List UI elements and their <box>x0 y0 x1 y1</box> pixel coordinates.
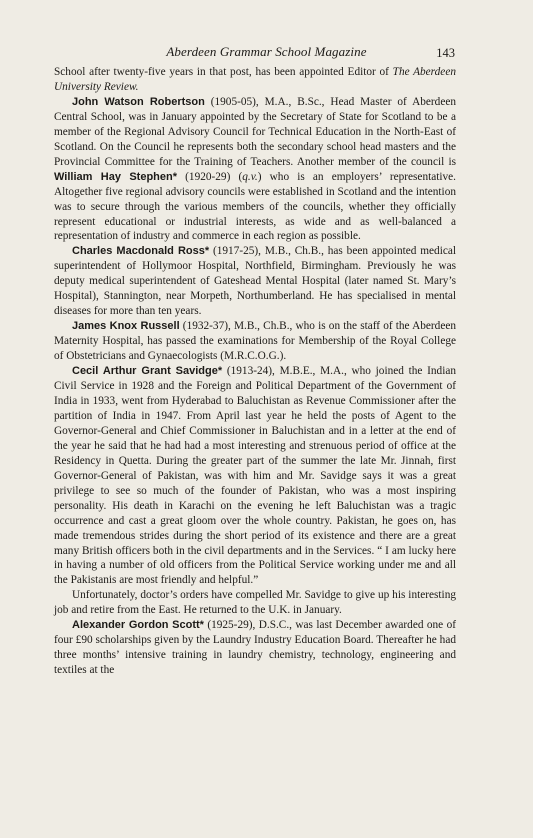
paragraph-continuation <box>54 65 456 95</box>
publication-title: The Aberdeen University Review. <box>54 66 456 93</box>
body-text <box>54 65 456 678</box>
person-name: Alexander Gordon Scott* <box>72 619 204 632</box>
paragraph-text: Unfortunately, doctor’s orders have compelled Mr. Savidge to give up his interesting job and retire from the East. He returned to the U.K. in January. <box>54 589 456 617</box>
paragraph-text: (1905-05), M.A., B.Sc., Head Master of Aberdeen Central School, was in January appointed by the Secretary of State for Scotland to be a member of the Regional Advisory Council for Technical Education in the North-East of Scotland. On the Council he represents both the secondary school head masters and the Provincial Committee for the Training of Teachers. Another member of the council is <box>54 95 456 168</box>
paragraph-text: (1913-24), M.B.E., M.A., who joined the Indian Civil Service in 1928 and the Foreign and Political Department of the Government of India in 1933, went from Hyderabad to Baluchistan as Revenue Commissioner after the partition of India in 1947. From April last year he held the posts of Agent to the Governor-General and Chief Commissioner in Baluchistan and in a letter at the end of the year he said that he had had a most interesting and strenuous period of office at the Residency in Quetta. During the greater part of the summer the late Mr. Jinnah, first Governor-General of Pakistan, was with him and Mr. Savidge says it was a great privilege to see so much of the founder of Pakistan, who was a most inspiring personality. His death in Karachi on the evening he left Baluchistan was a tragic occurrence and cast a great gloom over the whole country. Pakistan, he goes on, has made tremendous strides during the short period of its existence and there are a great many British officers both in the civil departments and in the Services. “ I am lucky here in having a number of old officers from the Political Service working under me and all the Pakistanis are most friendly and helpful.” <box>54 365 456 587</box>
paragraph-scott <box>54 618 456 678</box>
paragraph-text: (1932-37), M.B., Ch.B., who is on the staff of the Aberdeen Maternity Hospital, has passed the examinations for Membership of the Royal College of Obstetricians and Gynaecologists (M.R.C.O.G.). <box>54 320 457 363</box>
person-name: Cecil Arthur Grant Savidge* <box>72 365 223 378</box>
paragraph-savidge-retirement <box>54 588 456 618</box>
paragraph-text: ) who is an employers’ representative. Altogether five regional advisory councils were established in Scotland and the intention was to secure through the various members of the councils, whether they officially represent educational or industrial interests, as wide and as well-balanced a representation of industry and commerce in each region as possible. <box>54 170 457 243</box>
paragraph-robertson <box>54 95 456 245</box>
person-name: James Knox Russell <box>72 320 180 333</box>
paragraph-text: (1917-25), M.B., Ch.B., has been appointed medical superintendent of Hollymoor Hospital, Northfield, Birmingham. Previously he was deputy medical superintendent of Gateshead Mental Hospital (later named St. Mary’s Hospital), Stannington, near Morpeth, Northumberland. He has specialised in mental diseases for more than ten years. <box>54 245 456 318</box>
running-title: Aberdeen Grammar School Magazine <box>166 44 367 59</box>
paragraph-savidge <box>54 364 456 588</box>
cross-reference: q.v. <box>242 170 258 183</box>
person-name: William Hay Stephen* <box>54 170 178 183</box>
paragraph-text: (1925-29), D.S.C., was last December awarded one of four £90 scholarships given by the Laundry Industry Education Board. Thereafter he had three months’ intensive training in laundry chemistry, technology, engineering and textiles at the <box>54 619 456 677</box>
paragraph-text: School after twenty-five years in that post, has been appointed Editor of <box>54 66 393 78</box>
page-number: 143 <box>436 46 455 60</box>
page-header <box>0 44 533 64</box>
person-name: Charles Macdonald Ross* <box>72 245 210 258</box>
paragraph-russell <box>54 319 456 364</box>
person-name: John Watson Robertson <box>72 95 205 108</box>
paragraph-ross <box>54 244 456 319</box>
paragraph-text: (1920-29) ( <box>177 170 243 183</box>
